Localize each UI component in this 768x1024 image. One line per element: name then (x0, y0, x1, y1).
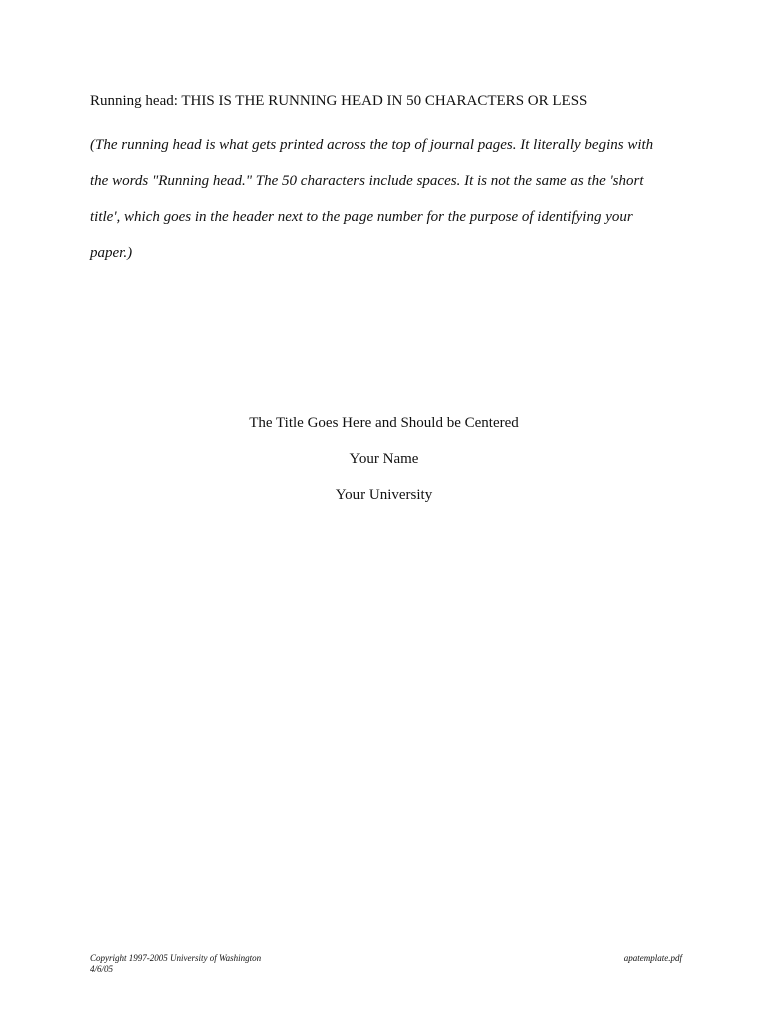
running-head-text: THIS IS THE RUNNING HEAD IN 50 CHARACTERS OR LESS (181, 93, 588, 109)
explanation-line: paper.) (90, 245, 133, 261)
footer-filename: apatemplate.pdf (623, 953, 682, 963)
author-name: Your Name (349, 451, 419, 467)
running-head-explanation (90, 127, 690, 271)
footer-left (90, 953, 261, 975)
running-head (90, 91, 587, 111)
explanation-line: (The running head is what gets printed across the top of journal pages. It literally begins with (90, 137, 654, 153)
footer-date: 4/6/05 (90, 964, 114, 974)
paper-title: The Title Goes Here and Should be Centered (249, 415, 519, 431)
author-affiliation: Your University (335, 487, 433, 503)
footer-copyright: Copyright 1997-2005 University of Washington (90, 953, 262, 963)
running-head-label: Running head: (90, 93, 182, 109)
explanation-line: title', which goes in the header next to the page number for the purpose of identifying your (90, 209, 633, 225)
explanation-line: the words "Running head." The 50 characters include spaces. It is not the same as the 'short (90, 173, 644, 189)
